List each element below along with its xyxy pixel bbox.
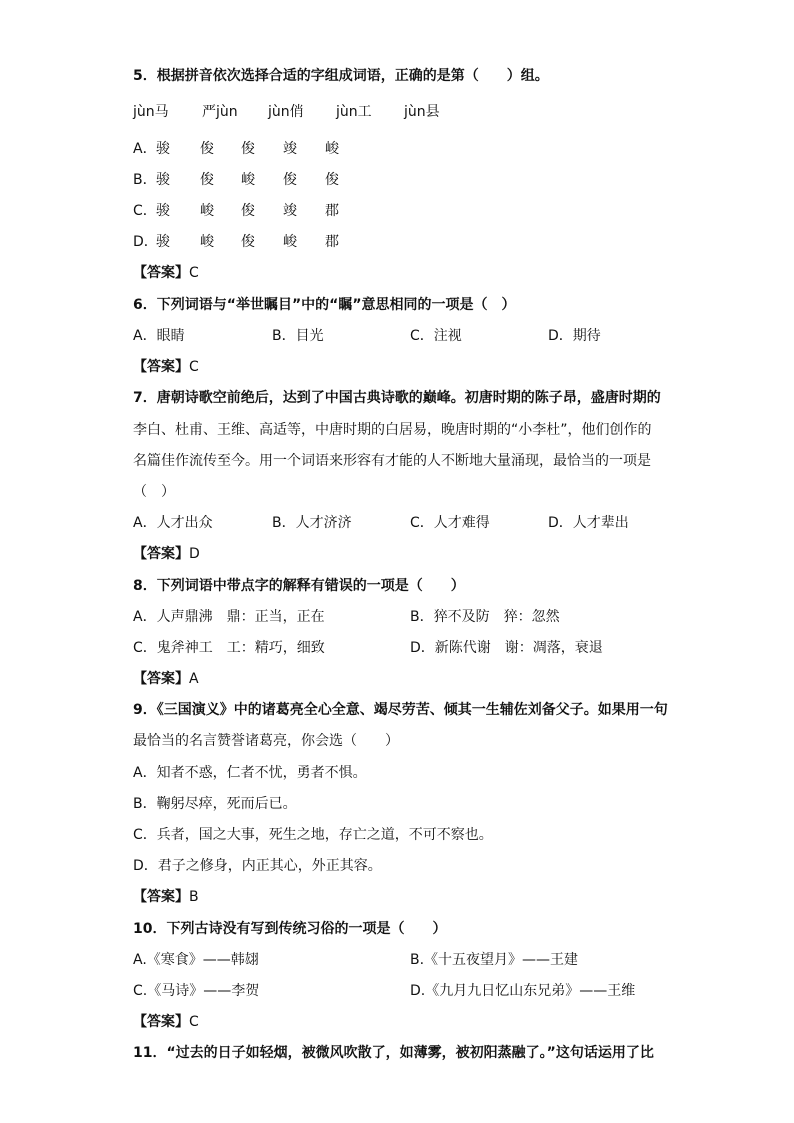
option-char: 俊	[241, 141, 255, 157]
q8-option-d: D．新陈代谢 谢：凋落，衰退	[410, 640, 603, 656]
q7-answer	[133, 544, 200, 564]
q6-stem: 6．下列词语与“举世瞩目”中的“瞩”意思相同的一项是（ ）	[133, 297, 516, 313]
option-char: 峻	[325, 141, 339, 157]
answer-value: B	[189, 889, 199, 905]
answer-value: C	[189, 265, 199, 281]
q8-option-b: B．猝不及防 猝：忽然	[410, 609, 560, 625]
option-char: 俊	[325, 172, 339, 188]
q9-stem-line-2: 最恰当的名言赞誉诸葛亮，你会选（ ）	[133, 733, 399, 749]
option-char: 骏	[156, 203, 170, 219]
q6-option-b: B．目光	[272, 328, 324, 344]
q9-option-d: D．君子之修身，内正其心，外正其容。	[133, 858, 382, 874]
option-char: 竣	[283, 141, 297, 157]
option-char: 郡	[325, 234, 339, 250]
q5-stem: 5．根据拼音依次选择合适的字组成词语，正确的是第（ ）组。	[133, 68, 549, 84]
q7-option-a: A．人才出众	[133, 515, 213, 531]
answer-label: 【答案】	[133, 546, 189, 562]
q10-answer	[133, 1012, 199, 1032]
q9-option-c: C．兵者，国之大事，死生之地，存亡之道，不可不察也。	[133, 827, 493, 843]
option-char: 峻	[241, 172, 255, 188]
q9-answer	[133, 887, 199, 907]
answer-label: 【答案】	[133, 1014, 189, 1030]
option-char: 俊	[200, 141, 214, 157]
q10-option-b: B.《十五夜望月》——王建	[410, 952, 579, 968]
answer-label: 【答案】	[133, 889, 189, 905]
q8-option-c: C．鬼斧神工 工：精巧，细致	[133, 640, 325, 656]
answer-label: 【答案】	[133, 359, 189, 375]
option-char: 俊	[241, 203, 255, 219]
option-letter: B．	[133, 172, 157, 188]
answer-value: C	[189, 1014, 199, 1030]
q7-stem-line-4: （ ）	[133, 484, 175, 500]
q9-option-a: A．知者不惑，仁者不忧，勇者不惧。	[133, 765, 367, 781]
option-letter: D．	[133, 234, 158, 250]
option-letter: C．	[133, 203, 157, 219]
option-char: 俊	[200, 172, 214, 188]
option-char: 峻	[200, 234, 214, 250]
q6-option-a: A．眼睛	[133, 328, 185, 344]
answer-value: C	[189, 359, 199, 375]
q6-option-d: D．期待	[548, 328, 601, 344]
q9-stem-line-1: 9．《三国演义》中的诸葛亮全心全意、竭尽劳苦、倾其一生辅佐刘备父子。如果用一句	[133, 702, 668, 718]
pinyin-3: jùn俏	[268, 104, 304, 120]
option-char: 骏	[156, 234, 170, 250]
q10-option-a: A.《寒食》——韩翃	[133, 952, 259, 968]
pinyin-4: jùn工	[336, 104, 372, 120]
pinyin-1: jùn马	[133, 104, 169, 120]
q10-option-c: C.《马诗》——李贺	[133, 983, 260, 999]
q7-option-d: D．人才辈出	[548, 515, 629, 531]
q7-stem-line-1: 7．唐朝诗歌空前绝后，达到了中国古典诗歌的巅峰。初唐时期的陈子昂，盛唐时期的	[133, 390, 661, 406]
q7-option-c: C．人才难得	[410, 515, 490, 531]
option-char: 俊	[241, 234, 255, 250]
answer-value: D	[189, 546, 200, 562]
option-char: 竣	[283, 203, 297, 219]
q8-answer	[133, 669, 199, 689]
option-letter: A．	[133, 141, 157, 157]
pinyin-2: 严jùn	[202, 104, 238, 120]
option-char: 峻	[283, 234, 297, 250]
q6-answer	[133, 357, 199, 377]
option-char: 峻	[200, 203, 214, 219]
q8-stem: 8．下列词语中带点字的解释有错误的一项是（ ）	[133, 578, 465, 594]
option-char: 郡	[325, 203, 339, 219]
q8-option-a: A．人声鼎沸 鼎：正当，正在	[133, 609, 325, 625]
q7-stem-line-2: 李白、杜甫、王维、高适等，中唐时期的白居易，晚唐时期的“小李杜”，他们创作的	[133, 422, 652, 438]
option-char: 俊	[283, 172, 297, 188]
q10-stem: 10．下列古诗没有写到传统习俗的一项是（ ）	[133, 921, 447, 937]
option-char: 骏	[156, 172, 170, 188]
q7-option-b: B．人才济济	[272, 515, 352, 531]
option-char: 骏	[156, 141, 170, 157]
answer-value: A	[189, 671, 199, 687]
q9-option-b: B．鞠躬尽瘁，死而后已。	[133, 796, 297, 812]
pinyin-5: jùn县	[404, 104, 440, 120]
q7-stem-line-3: 名篇佳作流传至今。用一个词语来形容有才能的人不断地大量涌现，最恰当的一项是	[133, 453, 651, 469]
answer-label: 【答案】	[133, 671, 189, 687]
q11-stem: 11．“过去的日子如轻烟，被微风吹散了，如薄雾，被初阳蒸融了。”这句话运用了比	[133, 1045, 654, 1061]
q10-option-d: D.《九月九日忆山东兄弟》——王维	[410, 983, 636, 999]
q5-answer	[133, 263, 199, 283]
answer-label: 【答案】	[133, 265, 189, 281]
q6-option-c: C．注视	[410, 328, 462, 344]
